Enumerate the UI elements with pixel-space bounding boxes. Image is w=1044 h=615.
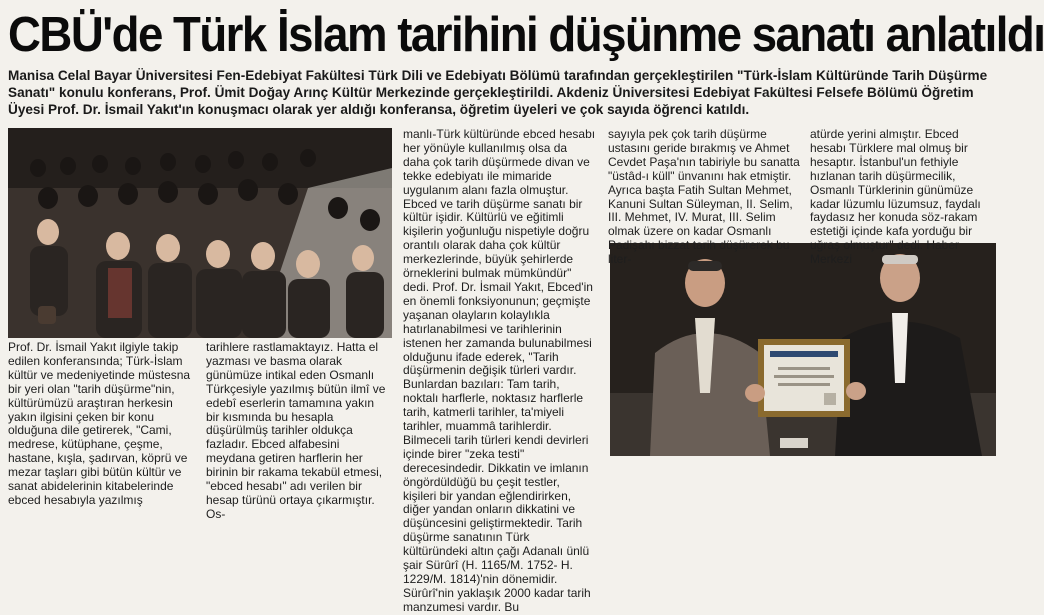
article-text: atürde yerini almıştır. Ebced hesabı Türklere mal olmuş bir hesaptır. İstanbul'un fethiyle hızlanan tarih düşürmecilik, Osmanlı Türklerinin günümüze kadar lüzumlu lüzumsuz, faydalı faydasız her konuda söz-rakam estetiği içinde kafa yorduğu bir uğraş olmuştur" dedi. Haber Merkezi — [810, 127, 981, 267]
article-text: manlı-Türk kültüründe ebced hesabı her yönüyle kullanılmış olsa da daha çok tarih düşürmede divan ve tekke edebiyatı ile mimaride uygulanım alanı fazla olmuştur. Ebced ve tarih düşürme sanatı bir kültür işidir. Kültürlü ve eğitimli kişilerin yoğunluğu nispetiyle doğru orantılı olarak daha çok kültür merkezlerinde, büyük şehirlerde örneklerini bulmak mümkündür" dedi. Prof. Dr. İsmail Yakıt, Ebced'in en önemli fonksiyonunun; geçmişte yaşanan olayların kolaylıkla hatırlanabilmesi ve tarihlerinin istenen her zamanda bulunabilmesi olduğunu ifade ederek, "Tarih düşürmenin değişik türleri vardır. Bunlardan bazıları: Tam tarih, noktalı harflerle, noktasız harflerle tarih, katmerli tarihler, ta'miyeli tarihler, muammâ tarihlerdir. Bilmeceli tarih türleri kendi devirleri içinde birer "zeka testi" derecesindedir. Dikkatin ve imlanın öngördüldüğü bu çeşit testler, kişileri bir yandan eğlendirirken, diğer yandan onların dikkatini ve düşüncesini geliştirmektedir. Tarih düşürme sanatının Türk kültüründeki altın çağı Adanalı ünlü şair Sürûrî (H. 1165/M. 1752- H. 1229/M. 1814)'nin dönemidir. Sürûrî'nin yaklaşık 2000 kadar tarih manzumesi vardır. Bu — [403, 127, 596, 614]
audience-photo — [8, 128, 392, 338]
article-column-1 — [8, 341, 200, 508]
article-text: Prof. Dr. İsmail Yakıt ilgiyle takip edilen konferansında; Türk-İslam kültür ve medeniyetinde müstesna bir yeri olan "tarih düşürme"nin, kültürümüzü araştıran herkesin yakın ilgisini çeken bir konu olduğuna dile getirerek, "Cami, medrese, kütüphane, çeşme, hastane, kışla, şadırvan, köprü ve mezar taşları gibi bütün kültür ve sanat abidelerinin kitabelerinde ebced hesabıyla yazılmış — [8, 340, 191, 507]
article-column-5 — [810, 127, 998, 267]
plaque-presentation-photo — [610, 243, 996, 456]
article-column-3 — [403, 127, 596, 614]
article-text: sayıyla pek çok tarih düşürme ustasını geride bırakmış ve Ahmet Cevdet Paşa'nın tabiriyle bu sanatta "üstâd-ı küll" ünvanını hak etmiştir. Ayrıca başta Fatih Sultan Mehmet, Kanuni Sultan Süleyman, II. Selim, III. Mehmet, IV. Murat, III. Selim olmak üzere on kadar Osmanlı Padişahı bizzat tarih düşürerek bu liter- — [608, 127, 800, 267]
article-column-2 — [206, 341, 390, 522]
article-text: tarihlere rastlamaktayız. Hatta el yazması ve basma olarak günümüze intikal eden Osmanlı Türkçesiyle yazılmış bütün ilmî ve edebî eserlerin tamamına yakın bir kısmında bu hesapla düşürülmüş tarihler oldukça fazladır. Ebced alfabesini meydana getiren harflerin her birinin bir rakama tekabül etmesi, "ebced hesabı" adı verilen bir hesap türünü ortaya çıkarmıştır. Os- — [206, 340, 386, 521]
headline: CBÜ'de Türk İslam tarihini düşünme sanatı anlatıldı — [8, 8, 1044, 62]
lead-paragraph: Manisa Celal Bayar Üniversitesi Fen-Edebiyat Fakültesi Türk Dili ve Edebiyatı Bölümü tarafından gerçekleştirilen "Türk-İslam Kültüründe Tarih Düşürme Sanatı" konulu konferans, Prof. Ümit Doğay Arınç Kültür Merkezinde gerçekleştirildi. Akdeniz Üniversitesi Edebiyat Fakültesi Felsefe Bölümü Öğretim Üyesi Prof. Dr. İsmail Yakıt'ın konuşmacı olarak yer aldığı konferansa, öğretim üyeleri ve çok sayıda öğrenci katıldı. — [8, 68, 988, 117]
article-column-4 — [608, 127, 808, 267]
